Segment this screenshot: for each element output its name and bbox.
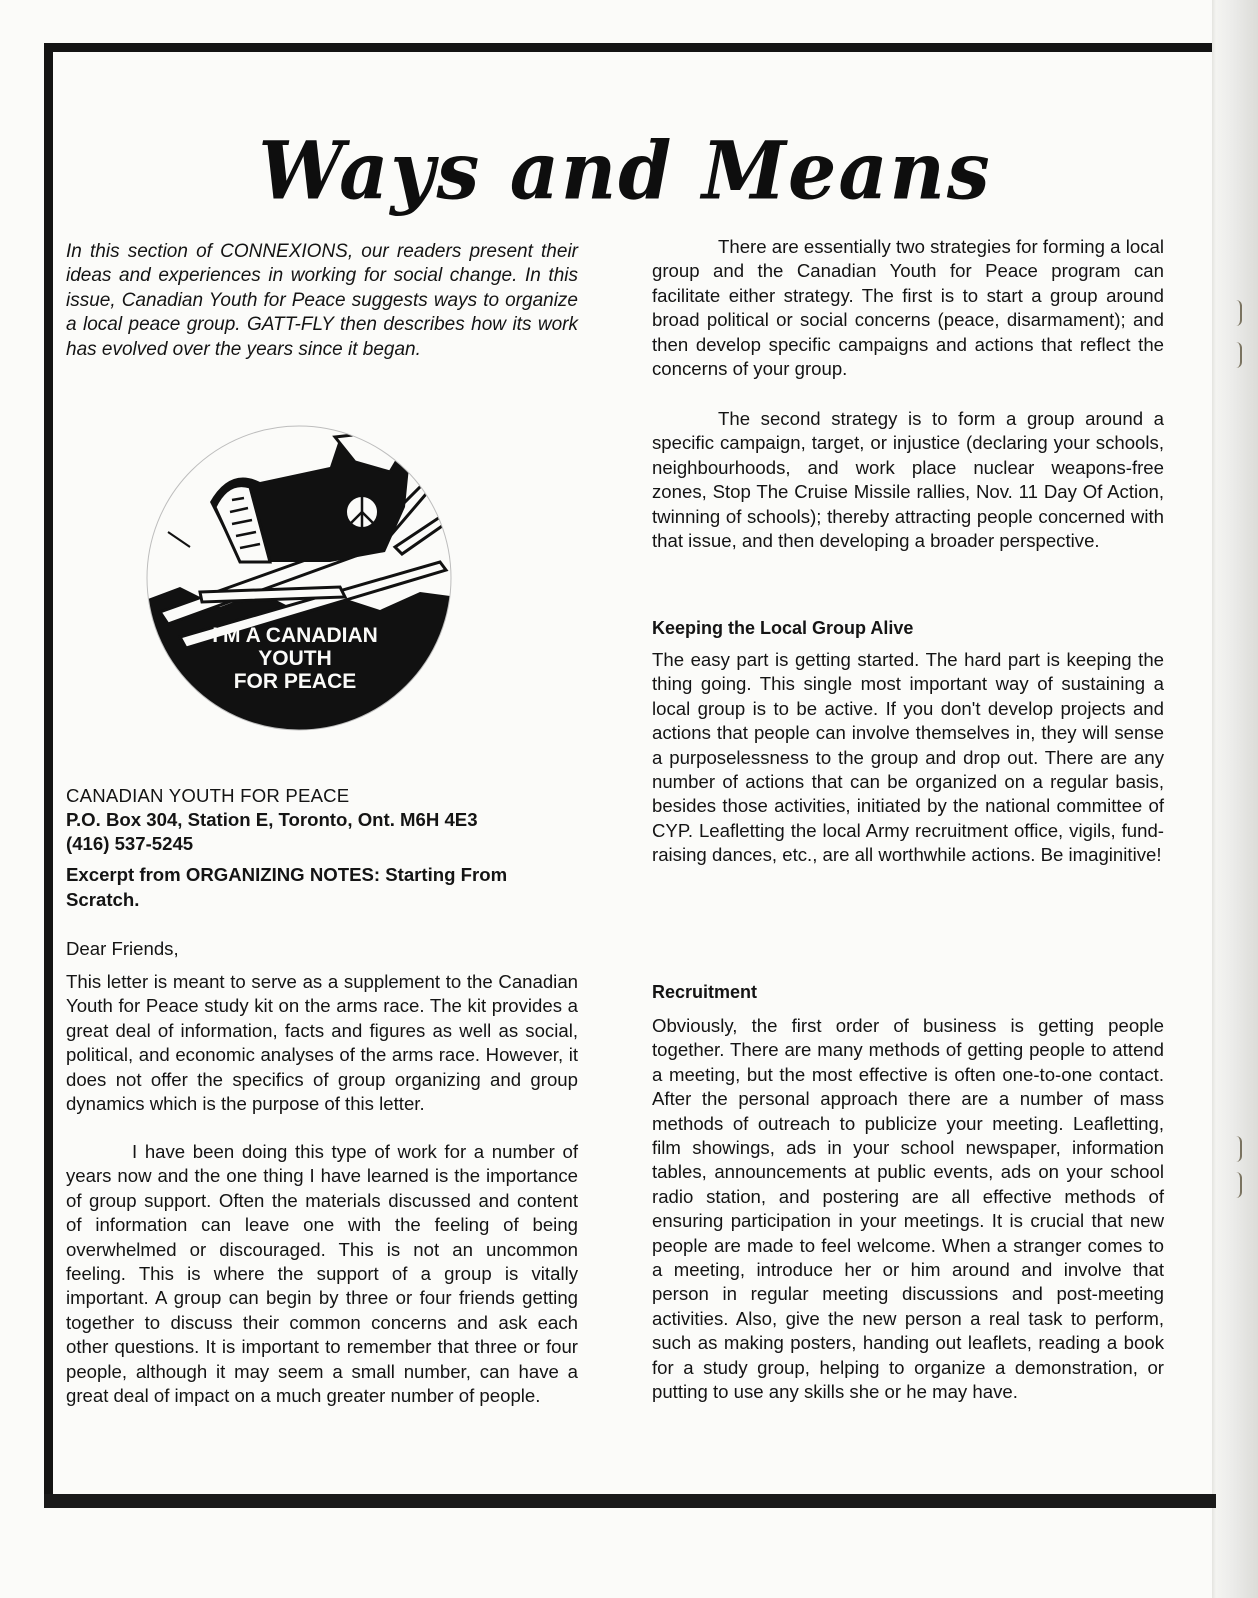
section-intro: In this section of CONNEXIONS, our readers present their ideas and experiences in working for social change. In this issue, Canadian Youth for Peace suggests ways to organize a local peace group. GATT-FLY then describes how its work has evolved over the years since it began. [66,241,578,360]
strategy-paragraph: The second strategy is to form a group around a specific campaign, target, or injustice (declaring your schools, neighbourhoods, and work place nuclear weapons-free zones, Stop The Cruise Missile rallies, Nov. 11 Day Of Action, twinning of schools); thereby attracting people concerned with that issue, and then developing a broader perspective. [652,408,1164,552]
staple-icon [1234,1136,1242,1162]
staple-icon [1234,1172,1242,1198]
page-title: Ways and Means [258,123,992,218]
contact-block [66,784,578,856]
boot-missiles-icon [140,412,458,742]
peace-button-illustration [140,412,458,742]
phone-number: (416) 537-5245 [66,833,194,854]
staple-icon [1234,342,1242,368]
letter-paragraph: This letter is meant to serve as a supplement to the Canadian Youth for Peace study kit on the arms race. The kit provides a great deal of information, facts and figures as well as social, political, and economic analyses of the arms race. However, it does not offer the specifics of group organizing and group dynamics which is the purpose of this letter. [66,971,578,1115]
badge-line-1: I'M A CANADIAN [212,624,378,647]
frame-border-top [44,43,1212,52]
section-body-keeping-alive: The easy part is getting started. The hard part is keeping the thing going. This single most important way of sustaining a local group is to be active. If you don't develop projects and actions that people can involve themselves in, they will sense a purposelessness to the group and drop out. There are any number of actions that can be organized on a regular basis, besides those activities, initiated by the national committee of CYP. Leafletting the local Army recruitment office, vigils, fund-raising dances, etc., are all worthwhile actions. Be imaginitive! [652,649,1164,866]
mailing-address: P.O. Box 304, Station E, Toronto, Ont. M6H 4E3 [66,809,478,830]
staple-icon [1234,300,1242,326]
page-binding-edge [1212,0,1258,1598]
organization-name: CANADIAN YOUTH FOR PEACE [66,785,350,806]
section-heading-keeping-alive: Keeping the Local Group Alive [652,618,914,638]
badge-line-2: YOUTH [258,647,332,670]
badge-line-3: FOR PEACE [233,670,357,693]
strategy-paragraph: There are essentially two strategies for forming a local group and the Canadian Youth for Peace program can facilitate either strategy. The first is to start a group around broad political or social concerns (peace, disarmament); and then develop specific campaigns and actions that reflect the concerns of your group. [652,236,1164,380]
frame-border-bottom [44,1494,1216,1508]
letter-greeting: Dear Friends, [66,938,179,959]
excerpt-heading: Excerpt from ORGANIZING NOTES: Starting From Scratch. [66,864,508,910]
frame-border-left [44,43,53,1508]
section-heading-recruitment: Recruitment [652,982,758,1002]
section-body-recruitment: Obviously, the first order of business is getting people together. There are many methods of getting people to attend a meeting, but the most effective is often one-to-one contact. After the personal approach there are a number of mass methods of outreach to publicize your meeting. Leafletting, film showings, ads in your school newspaper, information tables, announcements at public events, ads on your school radio station, and postering are all effective methods of ensuring participation in your meetings. It is crucial that new people are made to feel welcome. When a stranger comes to a meeting, introduce her or him around and involve that person in regular meeting discussions and post-meeting activities. Also, give the new person a real task to perform, such as making posters, handing out leaflets, reading a book for a study group, helping to organize a demonstration, or putting to use any skills she or he may have. [652,1015,1164,1403]
letter-paragraph: I have been doing this type of work for a number of years now and the one thing I have learned is the importance of group support. Often the materials discussed and content of information can leave one with the feeling of being overwhelmed or discouraged. This is not an uncommon feeling. This is where the support of a group is vitally important. A group can begin by three or four friends getting together to discuss their common concerns and ask each other questions. It is important to remember that three or four people, although it may seem a small number, can have a great deal of impact on a much greater number of people. [66,1141,578,1407]
